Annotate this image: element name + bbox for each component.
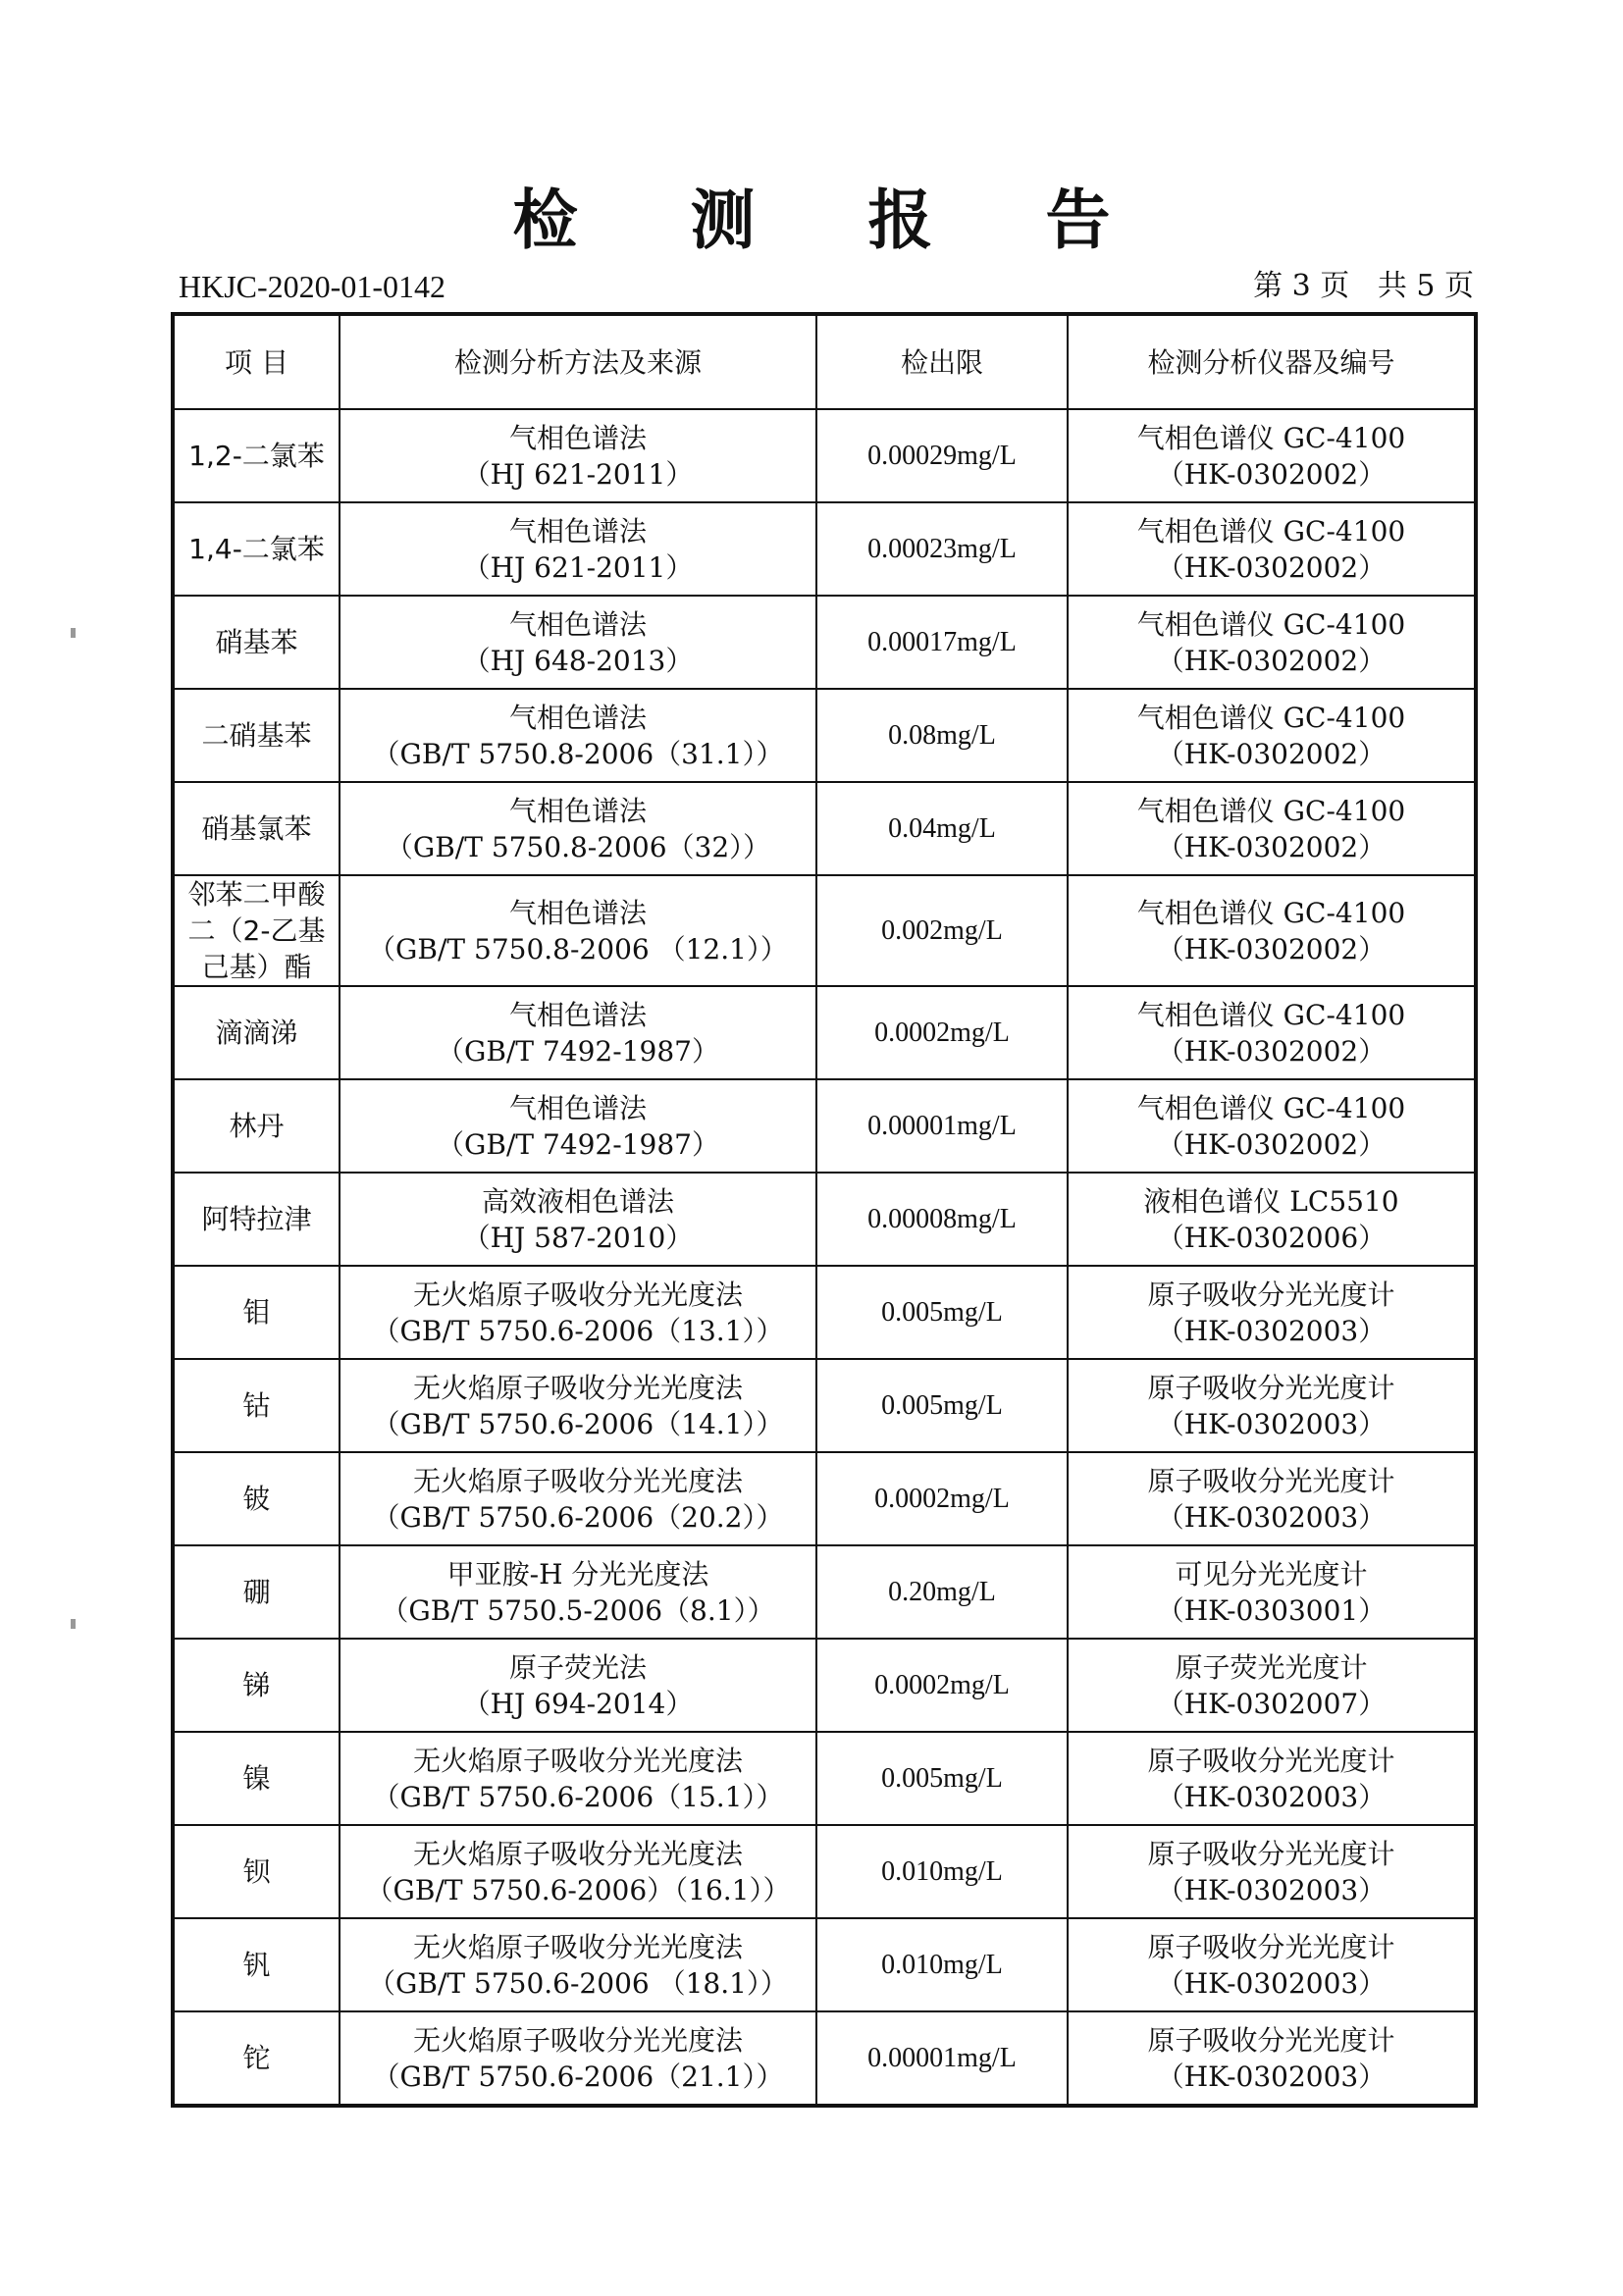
item-cell: 1,2-二氯苯 (173, 409, 340, 502)
detection-limit-cell: 0.002mg/L (816, 875, 1068, 986)
method-standard: （GB/T 7492-1987） (437, 1034, 719, 1068)
instrument-cell (1068, 1079, 1476, 1173)
method-cell (340, 1545, 816, 1639)
item-cell: 林丹 (173, 1079, 340, 1173)
method-name: 气相色谱法 (508, 794, 647, 827)
table-row (173, 782, 1476, 875)
detection-limit-cell: 0.04mg/L (816, 782, 1068, 875)
instrument-cell (1068, 2011, 1476, 2106)
method-standard: （GB/T 5750.6-2006（21.1）） (372, 2060, 784, 2093)
method-cell (340, 875, 816, 986)
detection-limit-cell: 0.010mg/L (816, 1825, 1068, 1918)
detection-limit-cell: 0.00008mg/L (816, 1173, 1068, 1266)
instrument-number: （HK-0302003） (1156, 1966, 1387, 2000)
item-cell: 锑 (173, 1639, 340, 1732)
instrument-number: （HK-0302002） (1156, 830, 1387, 863)
table-row (173, 1545, 1476, 1639)
method-name: 气相色谱法 (508, 607, 647, 641)
method-name: 无火焰原子吸收分光光度法 (412, 1837, 743, 1870)
method-standard: （GB/T 7492-1987） (437, 1127, 719, 1161)
table-row (173, 1639, 1476, 1732)
method-name: 甲亚胺-H 分光光度法 (446, 1557, 709, 1591)
table-row (173, 1452, 1476, 1545)
table-row (173, 409, 1476, 502)
table-row (173, 1732, 1476, 1825)
detection-limit-cell: 0.005mg/L (816, 1359, 1068, 1452)
instrument-name: 原子荧光光度计 (1175, 1650, 1368, 1684)
instrument-number: （HK-0302002） (1156, 1127, 1387, 1161)
method-standard: （GB/T 5750.8-2006 （12.1）） (368, 932, 788, 965)
method-cell (340, 1732, 816, 1825)
instrument-cell (1068, 502, 1476, 596)
instrument-name: 原子吸收分光光度计 (1147, 1371, 1395, 1404)
instrument-name: 原子吸收分光光度计 (1147, 2023, 1395, 2057)
item-cell: 二硝基苯 (173, 689, 340, 782)
instrument-cell (1068, 1359, 1476, 1452)
detection-limit-cell: 0.00029mg/L (816, 409, 1068, 502)
instrument-number: （HK-0302002） (1156, 1034, 1387, 1068)
detection-limit-cell: 0.010mg/L (816, 1918, 1068, 2011)
instrument-cell (1068, 875, 1476, 986)
method-name: 气相色谱法 (508, 998, 647, 1031)
instrument-name: 气相色谱仪 GC-4100 (1136, 998, 1406, 1031)
item-cell: 滴滴涕 (173, 986, 340, 1079)
detection-limit-cell: 0.00023mg/L (816, 502, 1068, 596)
method-cell (340, 596, 816, 689)
method-cell (340, 1639, 816, 1732)
instrument-number: （HK-0302003） (1156, 1780, 1387, 1813)
report-title: 检 测 报 告 (512, 183, 1156, 258)
method-name: 气相色谱法 (508, 1091, 647, 1124)
method-cell (340, 1452, 816, 1545)
instrument-cell (1068, 1825, 1476, 1918)
table-row (173, 1079, 1476, 1173)
column-header-instrument: 检测分析仪器及编号 (1068, 314, 1476, 409)
item-cell: 钼 (173, 1266, 340, 1359)
method-standard: （HJ 694-2014） (462, 1687, 694, 1720)
column-header-detection-limit: 检出限 (816, 314, 1068, 409)
table-header-row (173, 314, 1476, 409)
instrument-number: （HK-0302003） (1156, 2060, 1387, 2093)
detection-limit-cell: 0.0002mg/L (816, 986, 1068, 1079)
test-method-table (171, 312, 1478, 2108)
method-standard: （GB/T 5750.8-2006（31.1）） (372, 737, 784, 770)
table-row (173, 596, 1476, 689)
item-cell: 钡 (173, 1825, 340, 1918)
instrument-cell (1068, 986, 1476, 1079)
column-header-method: 检测分析方法及来源 (340, 314, 816, 409)
instrument-cell (1068, 689, 1476, 782)
instrument-name: 原子吸收分光光度计 (1147, 1837, 1395, 1870)
table-row (173, 2011, 1476, 2106)
method-standard: （GB/T 5750.6-2006（13.1）） (372, 1314, 784, 1347)
report-number: HKJC-2020-01-0142 (179, 269, 445, 304)
instrument-name: 气相色谱仪 GC-4100 (1136, 607, 1406, 641)
method-name: 气相色谱法 (508, 896, 647, 929)
method-cell (340, 1918, 816, 2011)
instrument-cell (1068, 782, 1476, 875)
instrument-name: 气相色谱仪 GC-4100 (1136, 794, 1406, 827)
table-row (173, 1173, 1476, 1266)
method-cell (340, 1359, 816, 1452)
method-standard: （GB/T 5750.6-2006（14.1）） (372, 1407, 784, 1440)
instrument-number: （HK-0302003） (1156, 1314, 1387, 1347)
detection-limit-cell: 0.08mg/L (816, 689, 1068, 782)
detection-limit-cell: 0.00017mg/L (816, 596, 1068, 689)
instrument-number: （HK-0302003） (1156, 1500, 1387, 1534)
instrument-name: 原子吸收分光光度计 (1147, 1744, 1395, 1777)
detection-limit-cell: 0.005mg/L (816, 1732, 1068, 1825)
method-cell (340, 1173, 816, 1266)
method-name: 无火焰原子吸收分光光度法 (412, 1464, 743, 1497)
method-name: 无火焰原子吸收分光光度法 (412, 1278, 743, 1311)
instrument-name: 原子吸收分光光度计 (1147, 1464, 1395, 1497)
method-cell (340, 689, 816, 782)
instrument-name: 气相色谱仪 GC-4100 (1136, 514, 1406, 548)
method-standard: （GB/T 5750.6-2006（20.2）） (372, 1500, 784, 1534)
method-cell (340, 1825, 816, 1918)
table-row (173, 875, 1476, 986)
item-cell: 镍 (173, 1732, 340, 1825)
method-cell (340, 1079, 816, 1173)
item-cell: 硼 (173, 1545, 340, 1639)
instrument-number: （HK-0302002） (1156, 932, 1387, 965)
page-indicator: 第 3 页 共 5 页 (1253, 269, 1474, 303)
method-standard: （HJ 621-2011） (462, 550, 694, 584)
column-header-item: 项 目 (173, 314, 340, 409)
method-name: 气相色谱法 (508, 514, 647, 548)
detection-limit-cell: 0.00001mg/L (816, 2011, 1068, 2106)
method-cell (340, 2011, 816, 2106)
item-cell: 阿特拉津 (173, 1173, 340, 1266)
detection-limit-cell: 0.20mg/L (816, 1545, 1068, 1639)
method-standard: （GB/T 5750.8-2006（32）） (385, 830, 771, 863)
table-row (173, 1359, 1476, 1452)
method-standard: （GB/T 5750.6-2006）（16.1）） (365, 1873, 791, 1906)
method-name: 无火焰原子吸收分光光度法 (412, 1930, 743, 1963)
detection-limit-cell: 0.005mg/L (816, 1266, 1068, 1359)
method-cell (340, 782, 816, 875)
instrument-cell (1068, 1452, 1476, 1545)
table-row (173, 1825, 1476, 1918)
method-cell (340, 502, 816, 596)
instrument-name: 气相色谱仪 GC-4100 (1136, 896, 1406, 929)
method-name: 气相色谱法 (508, 701, 647, 734)
method-standard: （GB/T 5750.5-2006（8.1）） (381, 1593, 775, 1627)
instrument-cell (1068, 1732, 1476, 1825)
item-cell: 铊 (173, 2011, 340, 2106)
method-standard: （HJ 648-2013） (462, 644, 694, 677)
instrument-cell (1068, 596, 1476, 689)
table-row (173, 986, 1476, 1079)
instrument-name: 原子吸收分光光度计 (1147, 1930, 1395, 1963)
instrument-number: （HK-0303001） (1156, 1593, 1387, 1627)
instrument-number: （HK-0302007） (1156, 1687, 1387, 1720)
instrument-name: 可见分光光度计 (1175, 1557, 1368, 1591)
instrument-cell (1068, 409, 1476, 502)
item-cell: 铍 (173, 1452, 340, 1545)
instrument-cell (1068, 1918, 1476, 2011)
table-row (173, 1918, 1476, 2011)
table-row (173, 689, 1476, 782)
detection-limit-cell: 0.0002mg/L (816, 1639, 1068, 1732)
instrument-name: 气相色谱仪 GC-4100 (1136, 421, 1406, 454)
item-line: 己基）酯 (201, 951, 312, 983)
method-name: 无火焰原子吸收分光光度法 (412, 1744, 743, 1777)
item-cell (173, 875, 340, 986)
scan-mark (71, 1619, 76, 1629)
instrument-name: 原子吸收分光光度计 (1147, 1278, 1395, 1311)
instrument-name: 气相色谱仪 GC-4100 (1136, 1091, 1406, 1124)
instrument-cell (1068, 1173, 1476, 1266)
instrument-number: （HK-0302002） (1156, 550, 1387, 584)
instrument-cell (1068, 1266, 1476, 1359)
instrument-number: （HK-0302003） (1156, 1407, 1387, 1440)
item-cell: 1,4-二氯苯 (173, 502, 340, 596)
item-cell: 硝基氯苯 (173, 782, 340, 875)
instrument-number: （HK-0302002） (1156, 737, 1387, 770)
method-cell (340, 986, 816, 1079)
method-standard: （HJ 587-2010） (462, 1221, 694, 1254)
instrument-name: 气相色谱仪 GC-4100 (1136, 701, 1406, 734)
method-standard: （GB/T 5750.6-2006 （18.1）） (368, 1966, 788, 2000)
item-cell: 硝基苯 (173, 596, 340, 689)
table-row (173, 1266, 1476, 1359)
method-name: 无火焰原子吸收分光光度法 (412, 1371, 743, 1404)
item-line: 邻苯二甲酸 (187, 878, 326, 911)
item-cell: 钒 (173, 1918, 340, 2011)
method-cell (340, 409, 816, 502)
instrument-number: （HK-0302002） (1156, 644, 1387, 677)
scan-mark (71, 628, 76, 638)
method-name: 气相色谱法 (508, 421, 647, 454)
method-standard: （GB/T 5750.6-2006（15.1）） (372, 1780, 784, 1813)
item-cell: 钴 (173, 1359, 340, 1452)
instrument-number: （HK-0302003） (1156, 1873, 1387, 1906)
method-standard: （HJ 621-2011） (462, 457, 694, 491)
instrument-cell (1068, 1639, 1476, 1732)
detection-limit-cell: 0.00001mg/L (816, 1079, 1068, 1173)
instrument-name: 液相色谱仪 LC5510 (1143, 1184, 1399, 1218)
instrument-number: （HK-0302002） (1156, 457, 1387, 491)
table-row (173, 502, 1476, 596)
method-cell (340, 1266, 816, 1359)
instrument-cell (1068, 1545, 1476, 1639)
method-name: 高效液相色谱法 (481, 1184, 674, 1218)
method-name: 无火焰原子吸收分光光度法 (412, 2023, 743, 2057)
item-line: 二（2-乙基 (187, 914, 326, 947)
method-name: 原子荧光法 (508, 1650, 647, 1684)
detection-limit-cell: 0.0002mg/L (816, 1452, 1068, 1545)
instrument-number: （HK-0302006） (1156, 1221, 1387, 1254)
